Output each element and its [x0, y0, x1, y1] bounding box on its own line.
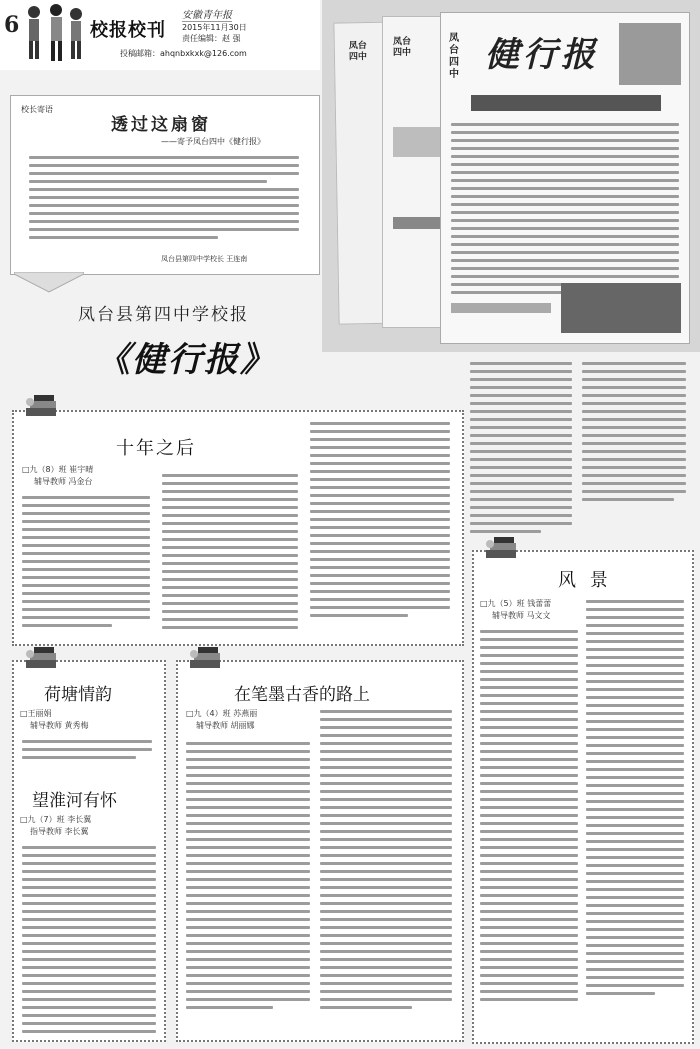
front-bottom-photo [561, 283, 681, 333]
article-byline: 辅导教师 胡丽娜 [196, 721, 255, 730]
masthead [0, 0, 320, 70]
note-title: 透过这扇窗 [111, 115, 211, 135]
front-photo [619, 23, 681, 85]
article-byline: □九（5）班 钱蕾蕾 [480, 599, 552, 608]
article-byline: 辅导教师 马文文 [492, 611, 551, 620]
editor-line: 责任编辑：赵 强 [182, 34, 241, 43]
note-subtitle: ——寄予凤台四中《健行报》 [161, 137, 265, 146]
note-body [29, 156, 299, 244]
article-text-col2 [162, 474, 298, 634]
article-text [22, 740, 152, 764]
article-byline: 辅导教师 黄秀梅 [30, 721, 89, 730]
front-masthead: 健行报 [485, 35, 599, 75]
page-number: 6 [4, 12, 20, 38]
article-byline: □九（8）班 崔宇晴 [22, 465, 94, 474]
article-text-col2 [320, 710, 452, 1014]
article-text-col1 [22, 496, 150, 632]
paper-front [440, 12, 690, 344]
paper-name: 安徽青年报 [182, 6, 232, 22]
front-side-label: 凤台四中 [449, 33, 459, 80]
note-signature: 凤台县第四中学校长 王连南 [161, 255, 248, 263]
article-text [22, 846, 156, 1038]
right-column-text-1 [470, 362, 572, 538]
newspaper-photo [322, 0, 700, 352]
article-ten-years [12, 410, 464, 646]
issue-date: 2015年11月30日 [182, 23, 247, 32]
article-byline: □王丽娟 [20, 709, 52, 718]
article-ink-road [176, 660, 464, 1042]
article-title: 在笔墨古香的路上 [234, 685, 370, 705]
article-byline: 辅导教师 冯金台 [34, 477, 93, 486]
books-icon [484, 536, 522, 562]
section-title: 校报校刊 [90, 20, 166, 41]
article-title: 荷塘情韵 [44, 685, 112, 705]
front-text [451, 123, 679, 299]
contact-email: 投稿邮箱：ahqnbxkxk@126.com [120, 49, 247, 58]
article-lotus [12, 660, 166, 1042]
right-column-text-2 [582, 362, 686, 506]
note-label: 校长寄语 [21, 105, 53, 114]
pointer-arrow [14, 272, 84, 294]
article-title: 十年之后 [116, 438, 196, 459]
books-icon [188, 646, 226, 672]
article-title: 望淮河有怀 [32, 791, 117, 811]
paper-title: 《健行报》 [96, 340, 276, 380]
books-icon [24, 394, 62, 420]
article-title: 风 景 [558, 570, 612, 591]
front-headline-bar [471, 95, 661, 111]
sheet-label-1: 凤台四中 [348, 41, 368, 63]
article-text-col2 [586, 600, 684, 1000]
students-illustration [20, 2, 90, 66]
front-bottom-banner [451, 303, 551, 313]
school-name: 凤台县第四中学校报 [78, 305, 249, 325]
article-text-col1 [186, 742, 310, 1014]
article-byline: □九（4）班 苏燕丽 [186, 709, 258, 718]
article-byline: 指导教师 李长翼 [30, 827, 89, 836]
article-text-col3 [310, 422, 450, 622]
principal-note [10, 95, 320, 275]
article-text-col1 [480, 630, 578, 1006]
article-scenery [472, 550, 694, 1044]
books-icon [24, 646, 62, 672]
sheet-label-2: 凤台四中 [393, 37, 412, 58]
article-byline: □九（7）班 李长翼 [20, 815, 92, 824]
